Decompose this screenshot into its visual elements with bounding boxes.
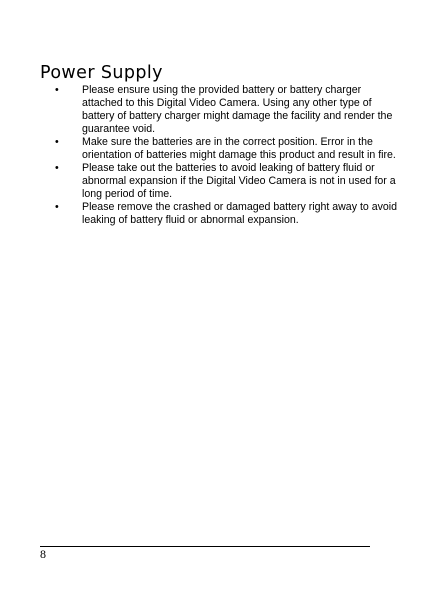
list-item-text: Please ensure using the provided battery or battery charger attached to this Digital Video Camera. Using any other type of battery of battery charger might damage the facility and render the guarantee void. (82, 84, 393, 135)
list-item (40, 136, 400, 162)
list-item-text: Please remove the crashed or damaged battery right away to avoid leaking of battery fluid or abnormal expansion. (82, 201, 398, 226)
bullet-icon: • (55, 201, 59, 213)
page-number: 8 (40, 547, 46, 561)
bullet-icon: • (55, 136, 59, 148)
bullet-list (40, 84, 400, 227)
list-item (40, 162, 400, 201)
list-item (40, 201, 400, 227)
bullet-icon: • (55, 84, 59, 96)
footer-divider (40, 546, 370, 547)
list-item-text: Please take out the batteries to avoid leaking of battery fluid or abnormal expansion if the Digital Video Camera is not in used for a long period of time. (82, 162, 396, 200)
list-item (40, 84, 400, 136)
bullet-icon: • (55, 162, 59, 174)
list-item-text: Make sure the batteries are in the correct position. Error in the orientation of batteries might damage this product and result in fire. (82, 136, 396, 161)
section-title: Power Supply (40, 63, 163, 83)
